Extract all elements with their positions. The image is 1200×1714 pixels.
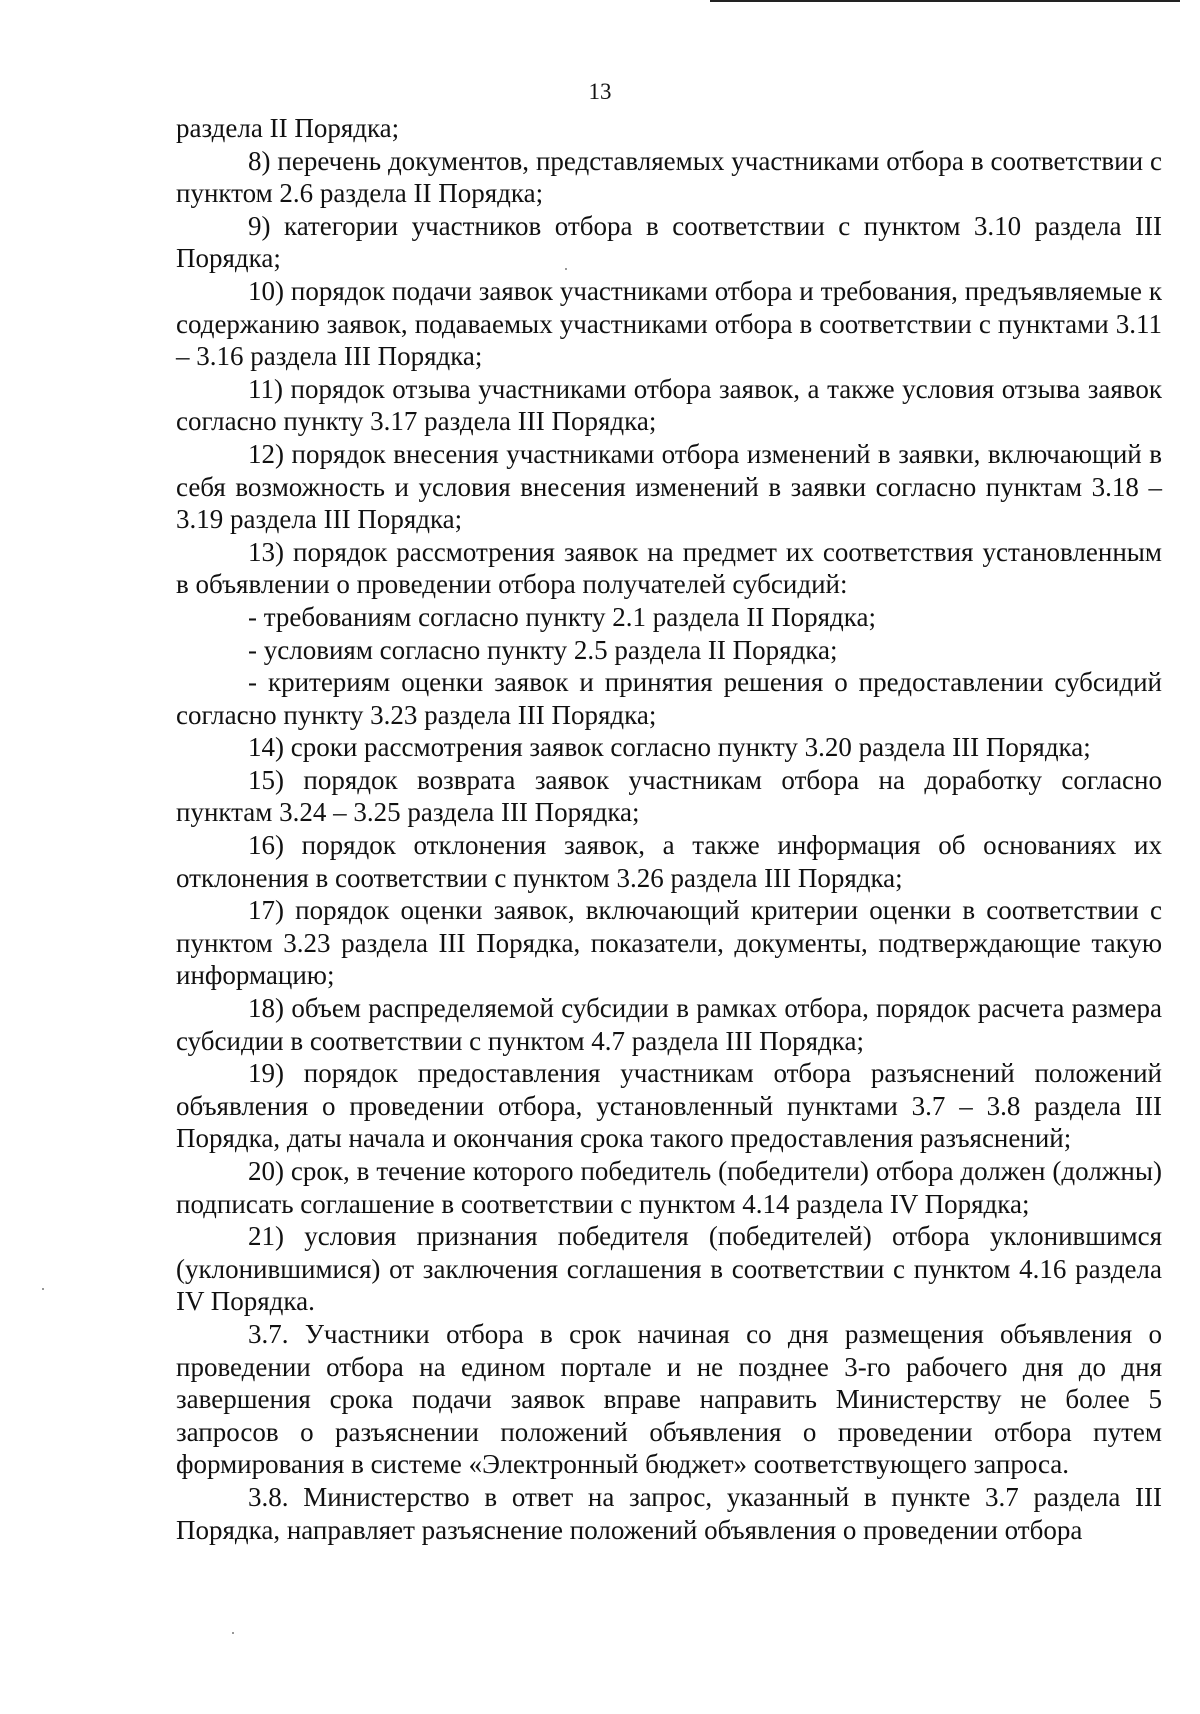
- sub-item: - требованиям согласно пункту 2.1 раздела II Порядка;: [248, 601, 876, 632]
- list-item-11: 11) порядок отзыва участниками отбора заявок, а также условия отзыва заявок согласно пункту 3.17 раздела III Порядка;: [176, 373, 1162, 437]
- scan-speck: [232, 1632, 234, 1634]
- clause-3-7: 3.7. Участники отбора в срок начиная со дня размещения объявления о проведении отбора на едином портале и не позднее 3-го рабочего дня до дня завершения срока подачи заявок вправе направить Министерству не более 5 запросов о разъяснении положений объявления о проведении отбора путем формирования в системе «Электронный бюджет» соответствующего запроса.: [176, 1318, 1162, 1480]
- list-item-8: 8) перечень документов, представляемых участниками отбора в соответствии с пунктом 2.6 раздела II Порядка;: [176, 145, 1162, 209]
- list-item-12: 12) порядок внесения участниками отбора изменений в заявки, включающий в себя возможность и условия внесения изменений в заявки согласно пунктам 3.18 –3.19 раздела III Порядка;: [176, 438, 1162, 535]
- list-item-17: 17) порядок оценки заявок, включающий критерии оценки в соответствии с пунктом 3.23 раздела III Порядка, показатели, документы, подтверждающие такую информацию;: [176, 895, 1162, 991]
- sub-item: - условиям согласно пункту 2.5 раздела II Порядка;: [248, 634, 838, 665]
- list-item-21: 21) условия признания победителя (победителей) отбора уклонившимся (уклонившимися) от заключения соглашения в соответствии с пунктом 4.16 раздела IV Порядка.: [176, 1221, 1162, 1317]
- list-item-19: 19) порядок предоставления участникам отбора разъяснений положений объявления о проведении отбора, установленный пунктами 3.7 – 3.8 раздела III Порядка, даты начала и окончания срока такого предоставления разъяснений;: [176, 1058, 1162, 1154]
- top-border-line: [710, 0, 1180, 2]
- sub-item: - критериям оценки заявок и принятия решения о предоставлении субсидий согласно пункту 3.23 раздела III Порядка;: [176, 667, 1162, 730]
- list-item-9: 9) категории участников отбора в соответствии с пунктом 3.10 раздела III Порядка;: [176, 210, 1162, 274]
- list-item-20: 20) срок, в течение которого победитель (победители) отбора должен (должны) подписать соглашение в соответствии с пунктом 4.14 раздела IV Порядка;: [176, 1156, 1162, 1219]
- document-body: [176, 112, 1162, 1546]
- list-item-14: 14) сроки рассмотрения заявок согласно пункту 3.20 раздела III Порядка;: [248, 732, 1091, 763]
- scan-speck: [42, 1288, 44, 1290]
- list-item-16: 16) порядок отклонения заявок, а также информация об основаниях их отклонения в соответствии с пунктом 3.26 раздела III Порядка;: [176, 830, 1162, 893]
- paragraph: раздела II Порядка;: [176, 113, 400, 143]
- list-item-10: 10) порядок подачи заявок участниками отбора и требования, предъявляемые к содержанию заявок, подаваемых участниками отбора в соответствии с пунктами 3.11 – 3.16 раздела III Порядка;: [176, 275, 1162, 372]
- list-item-15: 15) порядок возврата заявок участникам отбора на доработку согласно пунктам 3.24 – 3.25 раздела III Порядка;: [176, 764, 1162, 828]
- page-number: 13: [588, 79, 612, 104]
- list-item-13: 13) порядок рассмотрения заявок на предмет их соответствия установленным в объявлении о проведении отбора получателей субсидий:: [176, 536, 1162, 600]
- scan-speck: [565, 268, 567, 270]
- clause-3-8: 3.8. Министерство в ответ на запрос, указанный в пункте 3.7 раздела III Порядка, направляет разъяснение положений объявления о проведении отбора: [176, 1481, 1162, 1545]
- list-item-18: 18) объем распределяемой субсидии в рамках отбора, порядок расчета размера субсидии в соответствии с пунктом 4.7 раздела III Порядка;: [176, 993, 1162, 1056]
